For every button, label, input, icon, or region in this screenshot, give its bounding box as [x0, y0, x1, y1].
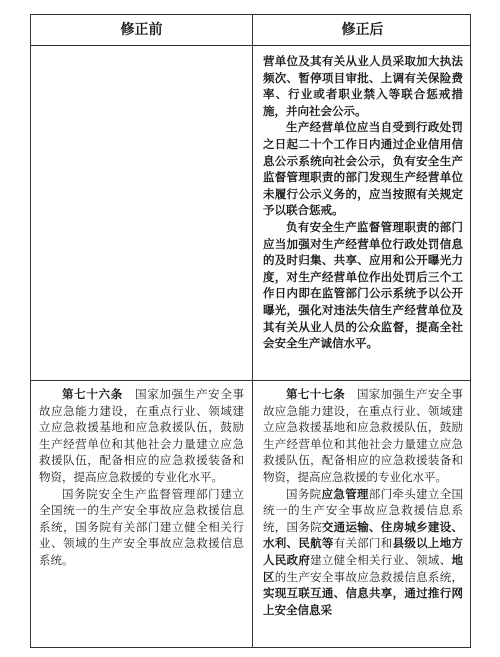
article-label: 第七十七条: [286, 387, 346, 401]
paragraph: 负有安全生产监督管理职责的部门应当加强对生产经营单位行政处罚信息的及时归集、共享、应用和公开曝光力度，对生产经营单位作出处罚后三个工作日内即在监管部门公示系统予以公开曝光，强化对违法失信生产经营单位及其有关从业人员的公众监督，提高全社会安全生产诚信水平。: [263, 219, 463, 351]
paragraph: 营单位及其有关从业人员采取加大执法频次、暂停项目审批、上调有关保险费率、行业或者职业禁入等联合惩戒措施，并向社会公示。: [263, 54, 463, 118]
paragraph: [39, 386, 244, 486]
text-run-bold: 应急管理: [321, 486, 369, 501]
text-run-bold: 实现互联互通、信息共享，通过推行网上安全信息采: [263, 586, 463, 617]
text-run: 建立健全相关行业、领域、: [310, 552, 452, 567]
header-before: 修正前: [120, 22, 163, 38]
paragraph: [263, 486, 463, 619]
text-run-bold: 县级以上地方人民政府: [263, 536, 463, 567]
comparison-table: [30, 14, 471, 648]
cell-before-top: [31, 46, 252, 380]
text-run: 部门牵头建立全国统一的生产安全事故应急救援信息系统，国务院: [263, 486, 464, 534]
cell-after-top: [263, 53, 463, 352]
cell-before-bottom: [39, 386, 244, 569]
paragraph: [263, 386, 463, 486]
row-divider: [31, 380, 470, 381]
text-run: 的生产安全事故应急救援信息系统，: [274, 569, 463, 584]
paragraph: 生产经营单位应当自受到行政处罚之日起二十个工作日内通过企业信用信息公示系统向社会公示，负有安全生产监督管理职责的部门发现生产经营单位未履行公示义务的，应当按照有关规定予以联合惩戒。: [263, 120, 463, 218]
header-after: 修正后: [341, 22, 384, 38]
article-text: 国家加强生产安全事故应急能力建设，在重点行业、领域建立应急救援基地和应急救援队伍，鼓励生产经营单位和其他社会力量建立应急救援队伍，配备相应的应急救援装备和物资，提高应急救援的专业化水平。: [263, 387, 464, 484]
column-divider: [252, 15, 253, 647]
article-text: 国家加强生产安全事故应急能力建设，在重点行业、领域建立应急救援基地和应急救援队伍，鼓励生产经营单位和其他社会力量建立应急救援队伍，配备相应的应急救援装备和物资，提高应急救援的专业化水平。: [39, 387, 245, 484]
paragraph: 国务院安全生产监督管理部门建立全国统一的生产安全事故应急救援信息系统，国务院有关部门建立健全相关行业、领域的生产安全事故应急救援信息系统。: [39, 486, 244, 567]
cell-after-bottom: [263, 386, 463, 618]
text-run-bold: 地区: [263, 552, 463, 584]
article-label: 第七十六条: [62, 387, 123, 401]
text-run-bold: 交通运输、住房城乡建设、水利、民航等: [263, 519, 463, 551]
text-run: 有关部门和: [333, 536, 393, 551]
text-run: 国务院: [286, 486, 322, 501]
